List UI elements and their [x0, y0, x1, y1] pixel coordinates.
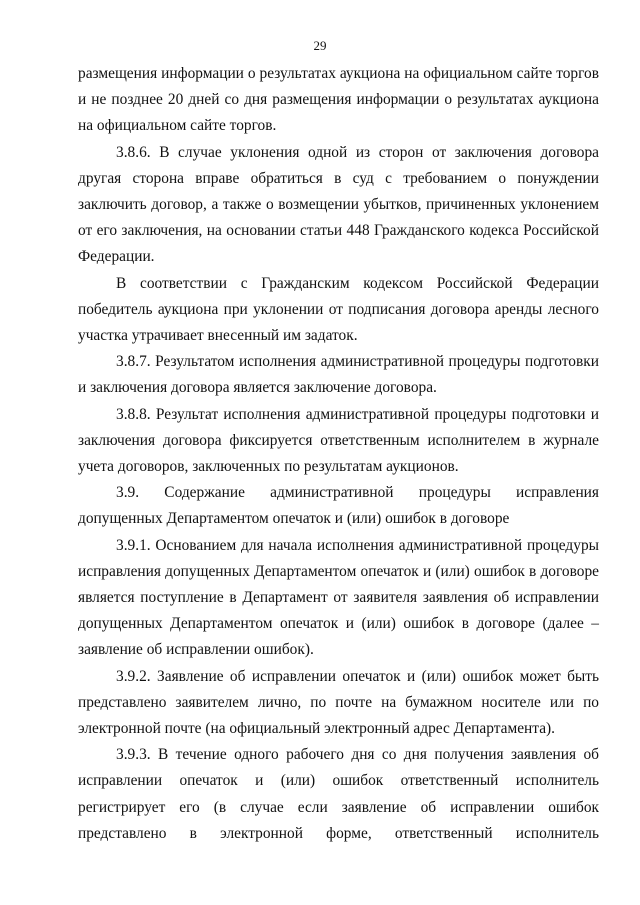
paragraph-continuation: размещения информации о результатах аукциона на официальном сайте торгов и не позднее 20 дней со дня размещения информации о результатах аукциона на официальном сайте торгов. — [78, 65, 599, 135]
page-number: 29 — [313, 38, 327, 53]
paragraph-3-8-8: 3.8.8. Результат исполнения административной процедуры подготовки и заключения договора фиксируется ответственным исполнителем в журнале учета договоров, заключенных по результатам аукционов. — [78, 405, 599, 476]
paragraph-3-9: 3.9. Содержание административной процедуры исправления допущенных Департаментом опечаток и (или) ошибок в договоре — [78, 484, 599, 528]
paragraph-3-9-1: 3.9.1. Основанием для начала исполнения административной процедуры исправления допущенных Департаментом опечаток и (или) ошибок в договоре является поступление в Департамент от заявителя заявления об исправлении допущенных Департаментом опечаток и (или) ошибок в договоре (далее – заявление об исправлении ошибок). — [78, 536, 599, 659]
paragraph-3-9-2: 3.9.2. Заявление об исправлении опечаток и (или) ошибок может быть представлено заявителем лично, по почте на бумажном носителе или по электронной почте (на официальный электронный адрес Департамента). — [78, 667, 599, 738]
paragraph-deposit: В соответствии с Гражданским кодексом Российской Федерации победитель аукциона при уклонении от подписания договора аренды лесного участка утрачивает внесенный им задаток. — [78, 274, 599, 345]
document-body — [78, 61, 599, 847]
paragraph-3-8-7: 3.8.7. Результатом исполнения административной процедуры подготовки и заключения договора является заключение договора. — [78, 353, 599, 397]
paragraph-3-8-6: 3.8.6. В случае уклонения одной из сторон от заключения договора другая сторона вправе обратиться в суд с требованием о понуждении заключить договор, а также о возмещении убытков, причиненных уклонением от его заключения, на основании статьи 448 Гражданского кодекса Российской Федерации. — [78, 143, 599, 266]
paragraph-3-9-3: 3.9.3. В течение одного рабочего дня со дня получения заявления об исправлении опечаток и (или) ошибок ответственный исполнитель регистрирует его (в случае если заявление об исправлении ошибок представлено в электронной форме, ответственный исполнитель — [78, 746, 599, 842]
